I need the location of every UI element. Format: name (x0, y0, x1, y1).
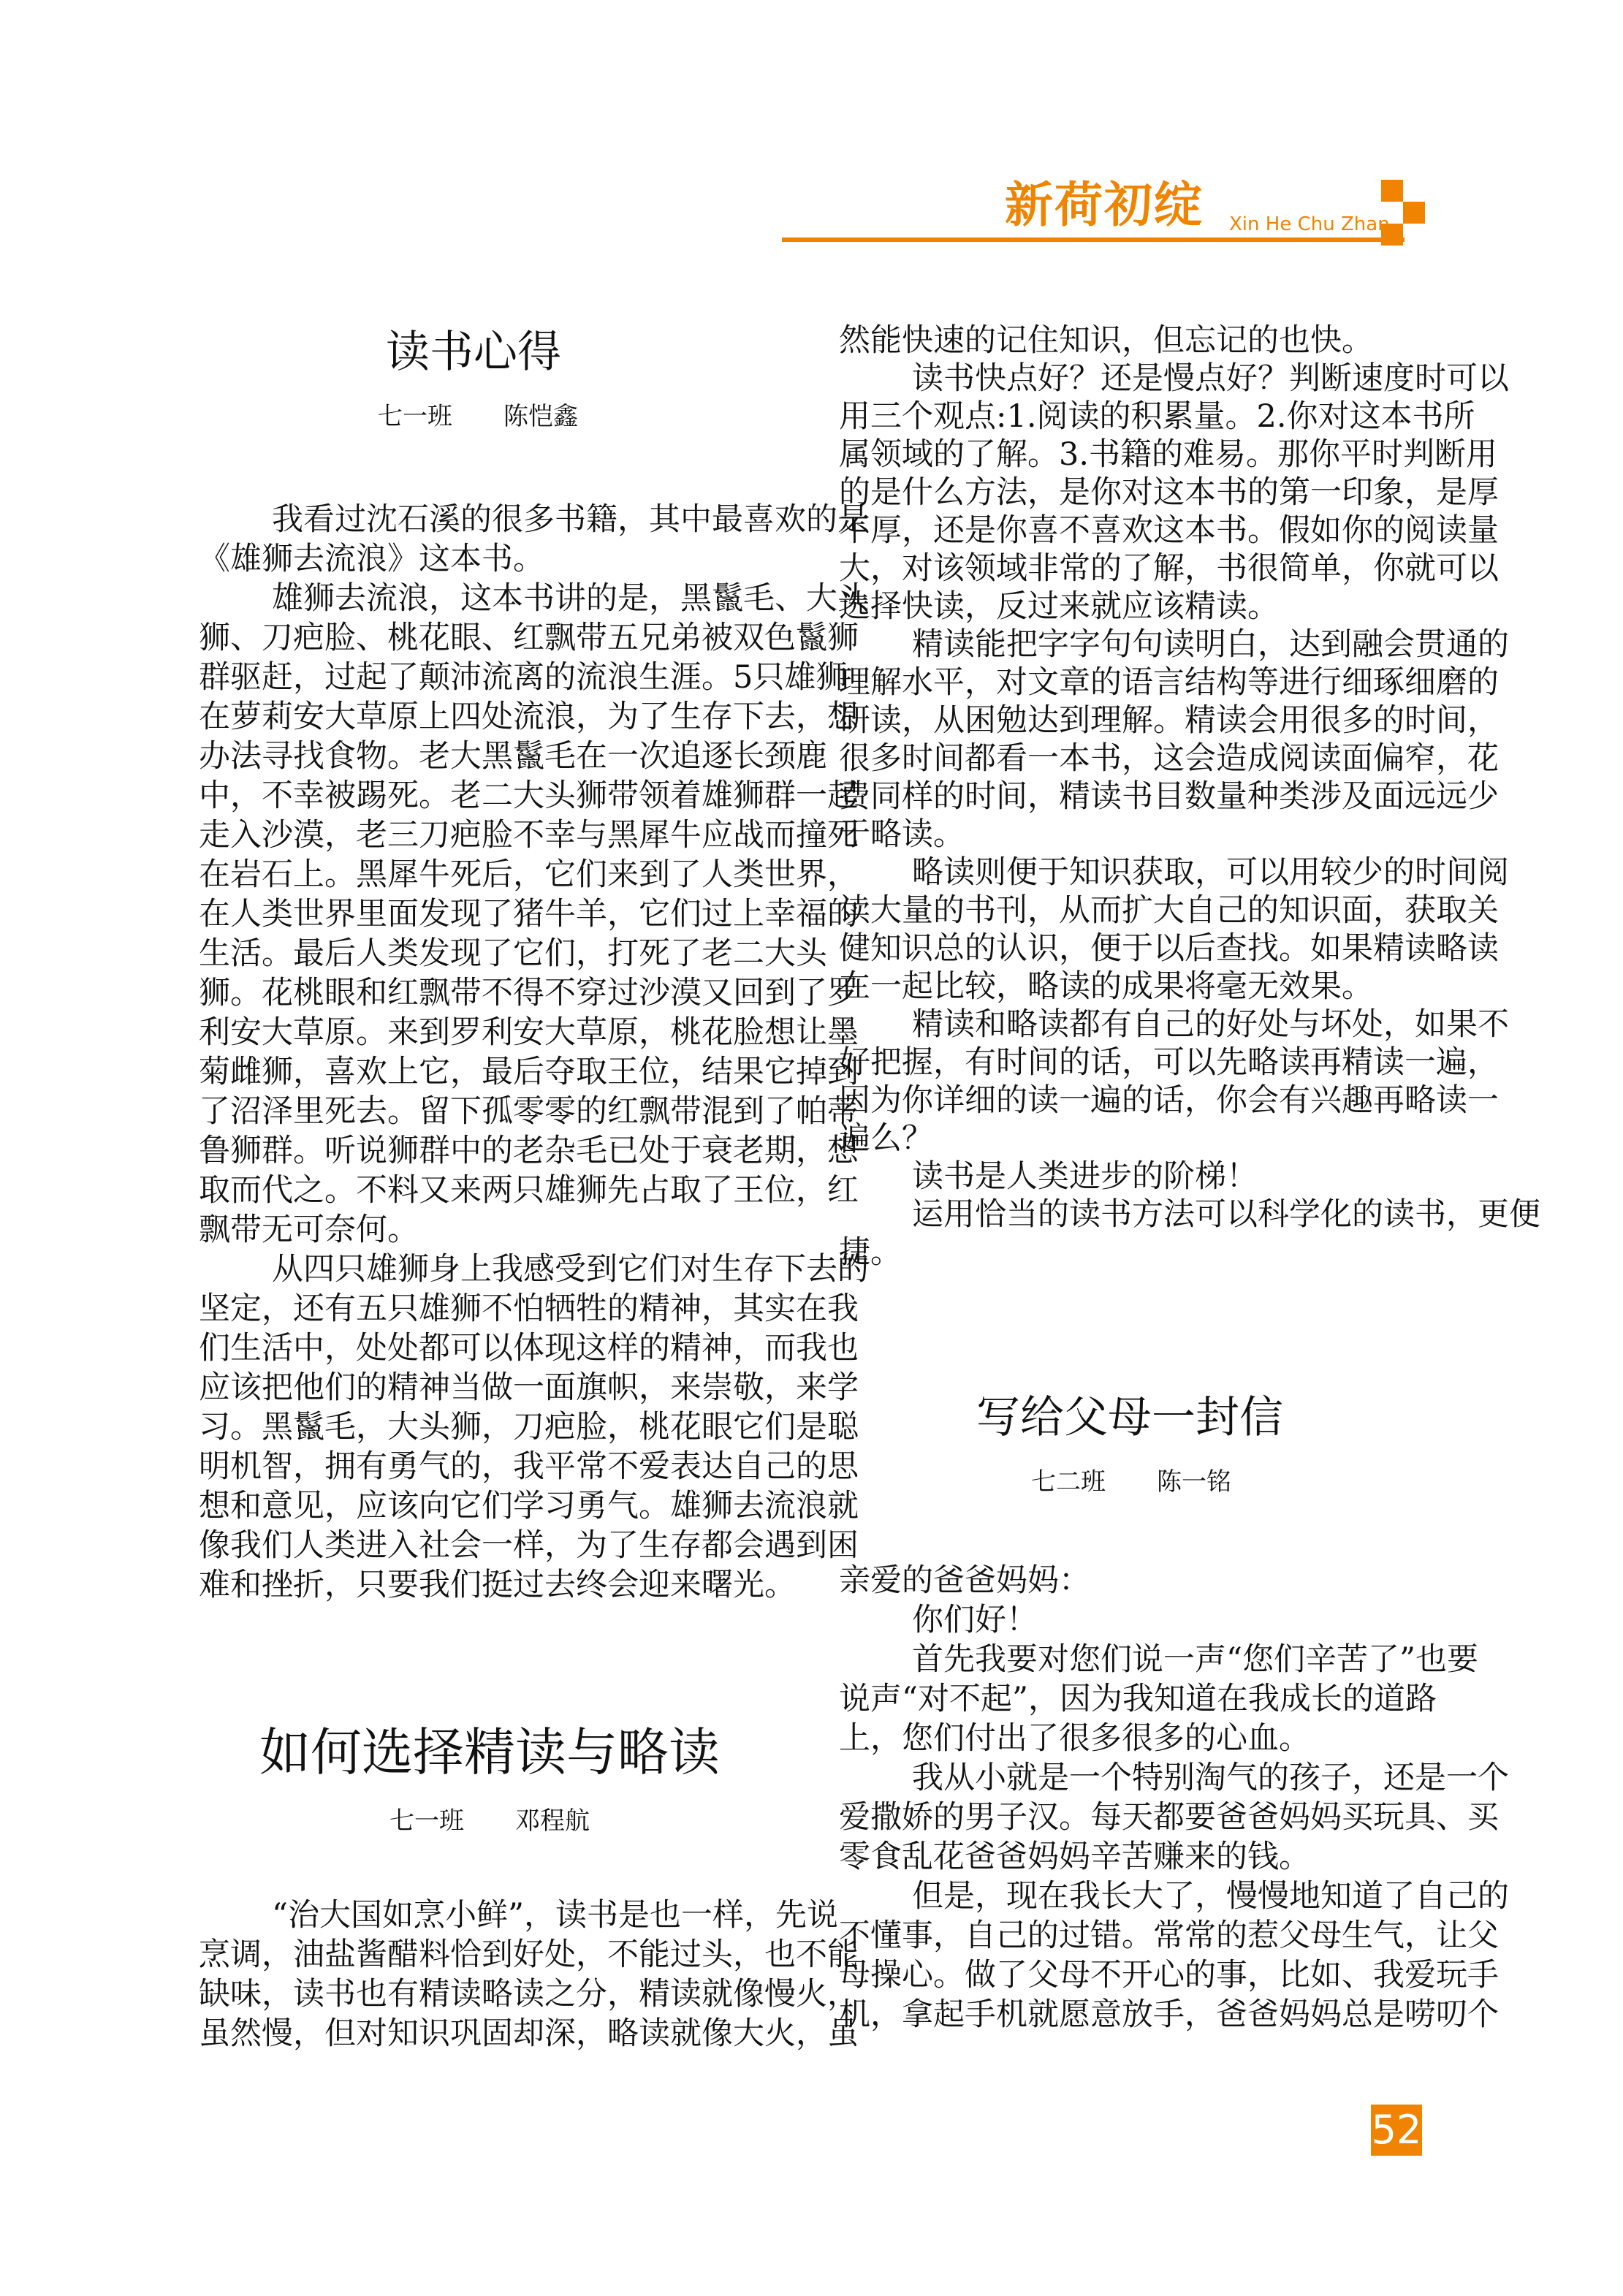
author-class: 七一班 (389, 1806, 464, 1836)
text-line: 亲爱的爸爸妈妈： (839, 1562, 1090, 1599)
text-line: 用三个观点:1.阅读的积累量。2.你对这本书所 (839, 398, 1475, 435)
text-line: 飘带无可奈何。 (199, 1212, 419, 1248)
text-line: 遍么？ (839, 1120, 933, 1157)
text-line: 理解水平，对文章的语言结构等进行细琢细磨的 (839, 664, 1499, 701)
text-line: 在一起比较，略读的成果将毫无效果。 (839, 968, 1373, 1005)
text-line: 首先我要对您们说一声“您们辛苦了”也要 (912, 1641, 1478, 1678)
text-line: 们生活中，处处都可以体现这样的精神，而我也 (199, 1330, 859, 1366)
text-line: 雄狮去流浪，这本书讲的是，黑鬣毛、大头 (272, 580, 869, 617)
text-line: 零食乱花爸爸妈妈辛苦赚来的钱。 (839, 1839, 1310, 1875)
text-line: 烹调，油盐酱醋料恰到好处，不能过头，也不能 (199, 1936, 859, 1973)
text-line: 了沼泽里死去。留下孤零零的红飘带混到了帕蒂 (199, 1093, 859, 1130)
article-body (199, 500, 869, 1605)
text-line: 群驱赶，过起了颠沛流离的流浪生涯。5只雄狮 (199, 659, 848, 696)
text-line: 健知识总的认识，便于以后查找。如果精读略读 (839, 930, 1499, 967)
text-line: 明机智，拥有勇气的，我平常不爱表达自己的思 (199, 1448, 859, 1485)
text-line: 不懂事，自己的过错。常常的惹父母生气，让父 (839, 1917, 1499, 1954)
text-line: 办法寻找食物。老大黑鬣毛在一次追逐长颈鹿 (199, 738, 827, 775)
text-line: 爱撒娇的男子汉。每天都要爸爸妈妈买玩具、买 (839, 1799, 1499, 1836)
text-line: 习。黑鬣毛，大头狮，刀疤脸，桃花眼它们是聪 (199, 1409, 859, 1445)
text-line: 《雄狮去流浪》这本书。 (199, 541, 544, 577)
text-line: “治大国如烹小鲜”，读书是也一样，先说 (272, 1897, 838, 1934)
header-square-decoration (1381, 180, 1403, 202)
text-line: 研读，从困勉达到理解。精读会用很多的时间， (839, 702, 1499, 739)
text-line: 我从小就是一个特别淘气的孩子，还是一个 (912, 1760, 1509, 1796)
text-line: 我看过沈石溪的很多书籍，其中最喜欢的是 (272, 501, 869, 538)
author-class: 七二班 (1031, 1467, 1106, 1497)
text-line: 然能快速的记住知识，但忘记的也快。 (839, 322, 1373, 359)
author-name: 陈恺鑫 (503, 402, 578, 431)
page-number: 52 (1371, 2105, 1422, 2156)
text-line: 狮。花桃眼和红飘带不得不穿过沙漠又回到了罗 (199, 975, 859, 1011)
text-line: 在萝莉安大草原上四处流浪，为了生存下去，想 (199, 699, 859, 735)
text-line: 像我们人类进入社会一样，为了生存都会遇到困 (199, 1527, 859, 1564)
text-line: 鲁狮群。听说狮群中的老杂毛已处于衰老期，想 (199, 1133, 859, 1169)
text-line: 缺味，读书也有精读略读之分，精读就像慢火， (199, 1976, 859, 2012)
text-line: 不厚，还是你喜不喜欢这本书。假如你的阅读量 (839, 512, 1499, 549)
article-title: 写给父母一封信 (976, 1392, 1283, 1443)
text-line: 你们好！ (912, 1602, 1038, 1638)
author-name: 陈一铭 (1157, 1467, 1231, 1497)
text-line: 菊雌狮，喜欢上它，最后夺取王位，结果它掉到 (199, 1054, 859, 1090)
text-line: 上，您们付出了很多很多的心血。 (839, 1720, 1310, 1757)
column-logo-pinyin: Xin He Chu Zhan (1229, 213, 1390, 235)
text-line: 取而代之。不料又来两只雄狮先占取了王位，红 (199, 1172, 859, 1209)
text-line: 在人类世界里面发现了猪牛羊，它们过上幸福的 (199, 896, 859, 932)
text-line: 机，拿起手机就愿意放手，爸爸妈妈总是唠叨个 (839, 1996, 1499, 2033)
article-title: 如何选择精读与略读 (259, 1722, 720, 1782)
text-line: 于略读。 (839, 816, 965, 853)
text-line: 走入沙漠，老三刀疤脸不幸与黑犀牛应战而撞死 (199, 817, 859, 854)
text-line: 想和意见，应该向它们学习勇气。雄狮去流浪就 (199, 1488, 859, 1524)
text-line: 运用恰当的读书方法可以科学化的读书，更便 (912, 1196, 1540, 1233)
author-class: 七一班 (378, 402, 452, 431)
text-line: 但是，现在我长大了，慢慢地知道了自己的 (912, 1878, 1509, 1915)
text-line: 读书是人类进步的阶梯！ (912, 1158, 1258, 1195)
text-line: 狮、刀疤脸、桃花眼、红飘带五兄弟被双色鬣狮 (199, 620, 859, 656)
text-line: 属领域的了解。3.书籍的难易。那你平时判断用 (839, 436, 1498, 473)
text-line: 读大量的书刊，从而扩大自己的知识面，获取关 (839, 892, 1499, 929)
column-logo: 新荷初绽 (1005, 177, 1204, 233)
text-line: 利安大草原。来到罗利安大草原，桃花脸想让墨 (199, 1014, 859, 1051)
article-author (389, 1805, 590, 1837)
text-line: 在岩石上。黑犀牛死后，它们来到了人类世界， (199, 856, 859, 893)
author-name: 邓程航 (515, 1806, 590, 1836)
text-line: 选择快读，反过来就应该精读。 (839, 588, 1279, 625)
text-line: 难和挫折，只要我们挺过去终会迎来曙光。 (199, 1567, 796, 1603)
text-line: 母操心。做了父母不开心的事，比如、我爱玩手 (839, 1957, 1499, 1993)
text-line: 好把握，有时间的话，可以先略读再精读一遍， (839, 1044, 1499, 1081)
text-line: 说声“对不起”，因为我知道在我成长的道路 (839, 1681, 1437, 1717)
article-author (1031, 1466, 1231, 1498)
text-line: 的是什么方法，是你对这本书的第一印象，是厚 (839, 474, 1499, 511)
text-line: 大，对该领域非常的了解，书很简单，你就可以 (839, 550, 1499, 587)
text-line: 费同样的时间，精读书目数量种类涉及面远远少 (839, 778, 1499, 815)
text-line: 中，不幸被踢死。老二大头狮带领着雄狮群一起 (199, 778, 859, 814)
text-line: 应该把他们的精神当做一面旗帜，来崇敬，来学 (199, 1369, 859, 1406)
text-line: 略读则便于知识获取，可以用较少的时间阅 (912, 854, 1509, 891)
article-body (839, 1561, 1509, 2034)
article-author (378, 400, 578, 433)
text-line: 精读能把字字句句读明白，达到融会贯通的 (912, 626, 1509, 663)
text-line: 捷。 (839, 1234, 902, 1271)
text-line: 生活。最后人类发现了它们，打死了老二大头 (199, 935, 827, 972)
text-line: 虽然慢，但对知识巩固却深，略读就像大火，虽 (199, 2015, 859, 2052)
article-body-continued (839, 322, 1540, 1271)
article-title: 读书心得 (386, 327, 561, 378)
text-line: 坚定，还有五只雄狮不怕牺牲的精神，其实在我 (199, 1290, 859, 1327)
text-line: 很多时间都看一本书，这会造成阅读面偏窄，花 (839, 740, 1499, 777)
text-line: 精读和略读都有自己的好处与坏处，如果不 (912, 1006, 1509, 1043)
header-rule (782, 237, 1405, 242)
text-line: 因为你详细的读一遍的话，你会有兴趣再略读一 (839, 1082, 1499, 1119)
header-square-decoration (1403, 202, 1425, 224)
article-body (199, 1896, 859, 2053)
text-line: 从四只雄狮身上我感受到它们对生存下去的 (272, 1251, 869, 1288)
text-line: 读书快点好？还是慢点好？判断速度时可以 (912, 360, 1509, 397)
